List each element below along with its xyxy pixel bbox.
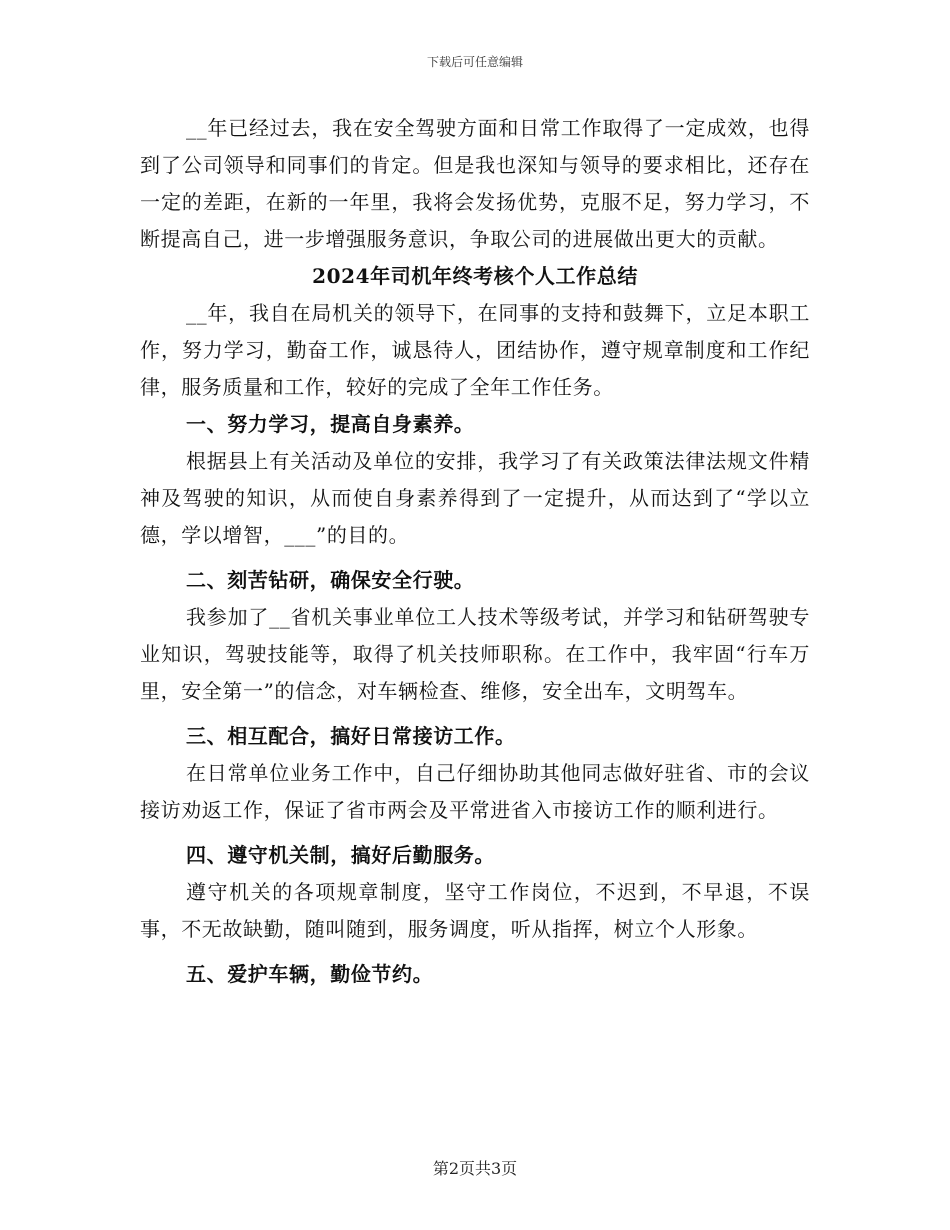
- paragraph-intro: __年已经过去，我在安全驾驶方面和日常工作取得了一定成效，也得到了公司领导和同事们的肯定。但是我也深知与领导的要求相比，还存在一定的差距，在新的一年里，我将会发扬优势，克服不足，努力学习，不断提高自己，进一步增强服务意识，争取公司的进展做出更大的贡献。: [140, 116, 810, 251]
- section-heading-2: 二、刻苦钻研，确保安全行驶。: [186, 568, 475, 592]
- page-header: 下载后可任意编辑: [426, 55, 523, 69]
- paragraph-section-2: 我参加了__省机关事业单位工人技术等级考试，并学习和钻研驾驶专业知识，驾驶技能等，取得了机关技师职称。在工作中，我牢固“行车万里，安全第一”的信念，对车辆检查、维修，安全出车，文明驾车。: [140, 605, 810, 703]
- paragraph-section-1: 根据县上有关活动及单位的安排，我学习了有关政策法律法规文件精神及驾驶的知识，从而使自身素养得到了一定提升，从而达到了“学以立德，学以增智，___”的目的。: [140, 449, 810, 547]
- paragraph-section-4: 遵守机关的各项规章制度，坚守工作岗位，不迟到，不早退，不误事，不无故缺勤，随叫随到，服务调度，听从指挥，树立个人形象。: [140, 880, 810, 941]
- page-footer: 第2页共3页: [432, 1159, 518, 1178]
- document-title: 2024年司机年终考核个人工作总结: [312, 264, 638, 288]
- section-heading-1: 一、努力学习，提高自身素养。: [186, 412, 475, 436]
- document-body: [140, 110, 810, 993]
- paragraph-summary: __年，我自在局机关的领导下，在同事的支持和鼓舞下，立足本职工作，努力学习，勤奋工作，诚恳待人，团结协作，遵守规章制度和工作纪律，服务质量和工作，较好的完成了全年工作任务。: [140, 301, 810, 399]
- section-heading-4: 四、遵守机关制，搞好后勤服务。: [186, 843, 495, 867]
- section-heading-5: 五、爱护车辆，勤俭节约。: [186, 962, 434, 986]
- paragraph-section-3: 在日常单位业务工作中，自己仔细协助其他同志做好驻省、市的会议接访劝返工作，保证了省市两会及平常进省入市接访工作的顺利进行。: [140, 761, 810, 822]
- section-heading-3: 三、相互配合，搞好日常接访工作。: [186, 724, 516, 748]
